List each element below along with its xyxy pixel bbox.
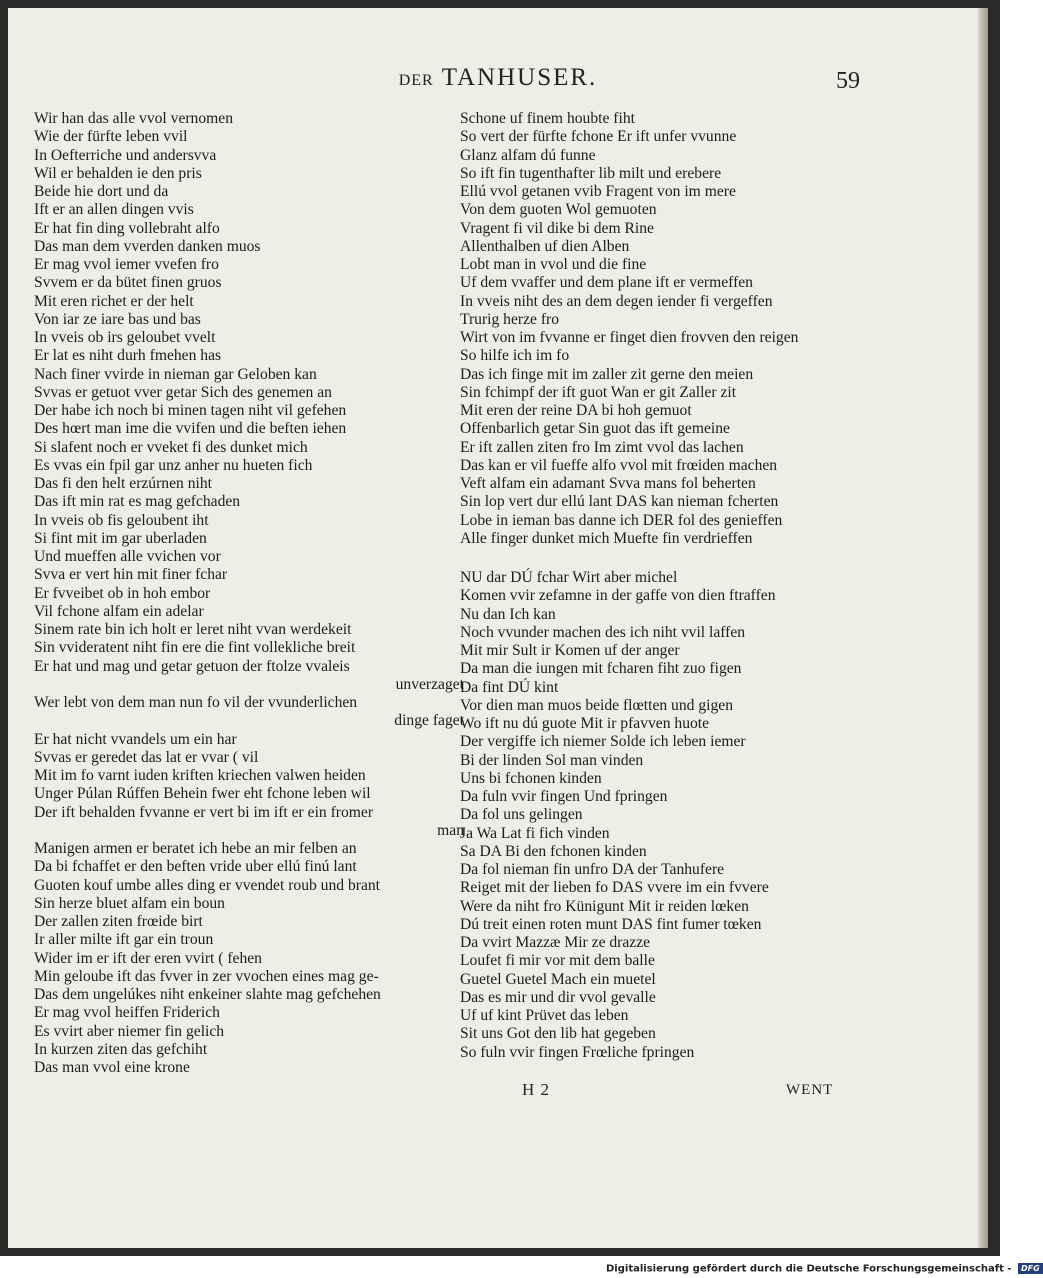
verse-line: Noch vvunder machen des ich niht vvil laffen (460, 623, 746, 641)
verse-line: Sinem rate bin ich holt er leret niht vvan werdekeit (34, 621, 352, 638)
verse-line: Da fuln vvir fingen Und fpringen (460, 788, 668, 805)
verse-line: Das dem ungelúkes niht enkeiner slahte mag gefchehen (34, 986, 381, 1003)
page-edge-shadow (978, 8, 988, 1248)
verse-line: Er lat es niht durh fmehen has (34, 347, 222, 365)
verse-line: Da fol uns gelingen (460, 806, 583, 824)
verse-line: Uns bi fchonen kinden (460, 769, 602, 787)
verse-line: man (437, 821, 464, 839)
verse-line: Er hat nicht vvandels um ein har (34, 730, 237, 748)
verse-line: Sa DA Bi den fchonen kinden (460, 842, 647, 860)
verse-line: Er hat und mag und getar getuon der ftolze vvaleis (34, 657, 350, 675)
verse-line: Beide hie dort und da (34, 183, 169, 200)
verse-line: Nu dan Ich kan (460, 605, 556, 623)
verse-line: Wider im er ift der eren vvirt ( fehen (34, 949, 262, 967)
dfg-logo: DFG (1018, 1263, 1043, 1274)
verse-line: Svvem er da bütet finen gruos (34, 274, 222, 292)
verse-line: Sin lop vert dur ellú lant DAS kan nieman fcherten (460, 493, 779, 511)
verse-line: Das es mir und dir vvol gevalle (460, 988, 656, 1006)
catchword: WENT (786, 1082, 834, 1098)
verse-line: Offenbarlich getar Sin guot das ift gemeine (460, 420, 730, 438)
verse-line: Das man vvol eine krone (34, 1059, 190, 1076)
signature-mark: H 2 (522, 1080, 551, 1099)
verse-line: Min geloube ift das fvver in zer vvochen eines mag ge- (34, 967, 379, 985)
verse-line: Er ift zallen ziten fro Im zimt vvol das lachen (460, 438, 744, 456)
verse-line: Wo ift nu dú guote Mit ir pfavven huote (460, 715, 710, 732)
verse-line: Uf dem vvaffer und dem plane ift er vermeffen (460, 274, 753, 292)
verse-line: Wir han das alle vvol vernomen (34, 110, 233, 127)
verse-line: Bi der linden Sol man vinden (460, 751, 644, 769)
verse-line: Da fol nieman fin unfro DA der Tanhufere (460, 861, 725, 878)
verse-line: Alle finger dunket mich Muefte fin verdrieffen (460, 529, 753, 547)
verse-line: Von dem guoten Wol gemuoten (460, 201, 657, 219)
verse-line: Unger Púlan Rúffen Behein fwer eht fchone leben wil (34, 785, 371, 803)
verse-line: In vveis niht des an dem degen iender fi vergeffen (460, 292, 773, 310)
verse-line: Svvas er getuot vver getar Sich des genemen an (34, 383, 332, 401)
verse-line: Von iar ze iare bas und bas (34, 310, 201, 328)
verse-line: Svvas er geredet das lat er vvar ( vil (34, 748, 259, 766)
page-number: 59 (836, 68, 860, 94)
verse-line: Were da niht fro Künigunt Mit ir reiden lœken (460, 897, 749, 915)
verse-line: So vert der fürfte fchone Er ift unfer vvunne (460, 128, 737, 146)
verse-line: Manigen armen er beratet ich hebe an mir felben an (34, 840, 357, 857)
verse-line: So ift fin tugenthafter lib milt und erebere (460, 164, 722, 182)
verse-line: Uf uf kint Prüvet das leben (460, 1007, 629, 1024)
verse-line: In kurzen ziten das gefchiht (34, 1040, 208, 1058)
book-page (8, 8, 988, 1248)
verse-line: Svva er vert hin mit finer fchar (34, 566, 228, 584)
verse-line: Sin fchimpf der ift guot Wan er git Zaller zit (460, 383, 737, 401)
verse-line: Ellú vvol getanen vvib Fragent von im mere (460, 183, 736, 200)
verse-line: Es vvas ein fpil gar unz anher nu hueten fich (34, 456, 313, 474)
verse-line: Sin herze bluet alfam ein boun (34, 894, 225, 912)
verse-line: Sin vvideratent niht fin ere die fint vollekliche breit (34, 639, 356, 657)
verse-line: Des hœrt man ime die vvifen und die beften iehen (34, 420, 347, 438)
verse-line: Mit mir Sult ir Komen uf der anger (460, 642, 680, 659)
verse-line: Guoten kouf umbe alles ding er vvendet roub und brant (34, 876, 381, 894)
verse-line: unverzaget (395, 675, 464, 693)
digitization-credit (606, 1263, 1043, 1275)
verse-line: Wil er behalden ie den pris (34, 164, 202, 182)
verse-line: Er fvveibet ob in hoh embor (34, 584, 211, 602)
verse-line: Mit eren richet er der helt (34, 292, 194, 310)
verse-line: So hilfe ich im fo (460, 347, 570, 365)
verse-line: Vragent fi vil dike bi dem Rine (460, 219, 654, 237)
verse-line: Schone uf finem houbte fiht (460, 110, 635, 127)
verse-line: Guetel Guetel Mach ein muetel (460, 970, 656, 988)
running-head-article: DER (398, 72, 434, 89)
verse-line: Ift er an allen dingen vvis (34, 201, 194, 219)
verse-line (460, 548, 890, 569)
verse-line: Der zallen ziten frœide birt (34, 913, 203, 930)
verse-line: Trurig herze fro (460, 310, 560, 328)
verse-line: Da vvirt Mazzæ Mir ze drazze (460, 934, 651, 951)
right-column (460, 110, 890, 1062)
verse-line: Vor dien man muos beide flœtten und gigen (460, 696, 733, 714)
verse-line: Wie der fürfte leben vvil (34, 128, 188, 146)
verse-line: Das ift min rat es mag gefchaden (34, 493, 241, 511)
verse-line: Er mag vvol iemer vvefen fro (34, 256, 219, 273)
verse-line: Er hat fin ding vollebraht alfo (34, 219, 220, 237)
verse-line: Loufet fi mir vor mit dem balle (460, 952, 655, 970)
left-column (34, 110, 464, 1077)
verse-line: In Oefterriche und andersvva (34, 146, 217, 164)
verse-line: Lobt man in vvol und die fine (460, 256, 647, 273)
verse-line: Das ich finge mit im zaller zit gerne den meien (460, 365, 754, 383)
verse-line: Da man die iungen mit fcharen fiht zuo figen (460, 660, 742, 678)
verse-line: In vveis ob fis geloubent iht (34, 511, 209, 529)
verse-line: dinge faget (394, 712, 464, 730)
verse-line: In vveis ob irs geloubet vvelt (34, 329, 216, 346)
verse-line: Mit eren der reine DA bi hoh gemuot (460, 402, 692, 419)
verse-line: Glanz alfam dú funne (460, 146, 596, 164)
verse-line: Ja Wa Lat fi fich vinden (460, 824, 610, 842)
verse-line: Mit im fo varnt iuden kriften kriechen valwen heiden (34, 767, 366, 784)
verse-line: Der ift behalden fvvanne er vert bi im ift er ein fromer (34, 803, 374, 821)
verse-line: Si slafent noch er vveket fi des dunket mich (34, 438, 308, 456)
verse-line: Das fi den helt erzúrnen niht (34, 475, 212, 492)
verse-line: Da bi fchaffet er den beften vride uber ellú finú lant (34, 858, 357, 876)
running-head-title: TANHUSER. (441, 64, 598, 91)
verse-line: Reiget mit der lieben fo DAS vvere im ein fvvere (460, 879, 769, 897)
verse-line: Komen vvir zefamne in der gaffe von dien ftraffen (460, 587, 776, 605)
verse-line: Nach finer vvirde in nieman gar Geloben kan (34, 365, 317, 383)
verse-line: Vil fchone alfam ein adelar (34, 602, 204, 620)
verse-line: Wirt von im fvvanne er finget dien frovven den reigen (460, 329, 799, 346)
verse-line: Das kan er vil fueffe alfo vvol mit frœiden machen (460, 456, 778, 474)
verse-line: Und mueffen alle vvichen vor (34, 548, 221, 565)
verse-line: Lobe in ieman bas danne ich DER fol des genieffen (460, 511, 783, 529)
verse-line: Es vvirt aber niemer fin gelich (34, 1022, 225, 1040)
verse-line: Er mag vvol heiffen Friderich (34, 1004, 220, 1022)
verse-line: Ir aller milte ift gar ein troun (34, 931, 214, 949)
verse-line: Sit uns Got den lib hat gegeben (460, 1025, 656, 1043)
verse-line: Der vergiffe ich niemer Solde ich leben iemer (460, 733, 746, 751)
verse-line: Si fint mit im gar uberladen (34, 529, 207, 547)
verse-line: Der habe ich noch bi minen tagen niht vil gefehen (34, 402, 347, 419)
verse-line: NU dar DÚ fchar Wirt aber michel (460, 569, 678, 586)
credit-text: Digitalisierung gefördert durch die Deutsche Forschungsgemeinschaft - (606, 1263, 1012, 1275)
verse-line: Dú treit einen roten munt DAS fint fumer tœken (460, 915, 762, 933)
verse-line: Veft alfam ein adamant Svva mans fol beherten (460, 475, 756, 492)
verse-line: Wer lebt von dem man nun fo vil der vvunderlichen (34, 694, 358, 711)
verse-line: Allenthalben uf dien Alben (460, 237, 630, 255)
verse-line: Das man dem vverden danken muos (34, 237, 261, 255)
verse-line: Da fint DÚ kint (460, 678, 559, 696)
verse-line: So fuln vvir fingen Frœliche fpringen (460, 1043, 695, 1061)
